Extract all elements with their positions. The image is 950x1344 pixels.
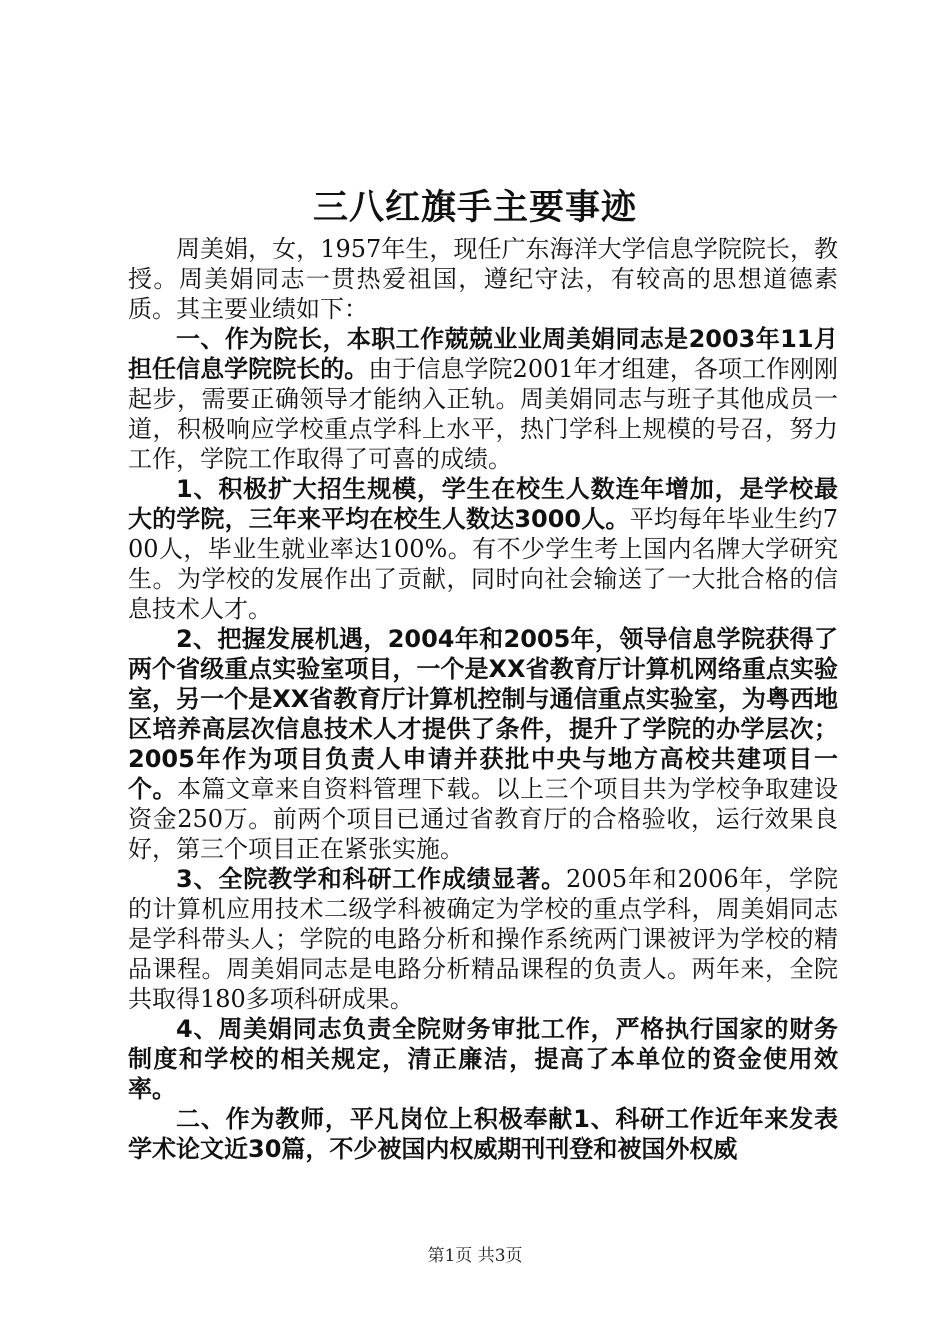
document-title: 三八红旗手主要事迹 <box>312 187 637 228</box>
paragraph-item-4 <box>128 1014 838 1104</box>
paragraph-text: 周美娟，女，1957年生，现任广东海洋大学信息学院院长，教授。周美娟同志一贯热爱祖国，遵纪守法，有较高的思想道德素质。其主要业绩如下： <box>128 235 838 323</box>
paragraph-lead: 4、周美娟同志负责全院财务审批工作，严格执行国家的财务制度和学校的相关规定，清正廉洁，提高了本单位的资金使用效率。 <box>128 1015 838 1103</box>
paragraph-intro <box>128 234 838 324</box>
paragraph-lead: 1、积极扩大招生规模，学生在校生人数连年增加，是学校最大的学院，三年来平均在校生人数达3000人。 <box>128 475 838 533</box>
paragraph-lead: 二、作为教师，平凡岗位上积极奉献1、科研工作近年来发表学术论文近30篇，不少被国内权威期刊刊登和被国外权威 <box>128 1105 838 1163</box>
paragraph-section-1 <box>128 324 838 474</box>
paragraph-text: 平均每年毕业生约700人，毕业生就业率达100%。有不少学生考上国内名牌大学研究生。为学校的发展作出了贡献，同时向社会输送了一大批合格的信息技术人才。 <box>128 505 838 623</box>
paragraph-lead: 3、全院教学和科研工作成绩显著。 <box>176 865 567 893</box>
paragraph-section-2 <box>128 1104 838 1164</box>
paragraph-text: 本篇文章来自资料管理下载。以上三个项目共为学校争取建设资金250万。前两个项目已通过省教育厅的合格验收，运行效果良好，第三个项目正在紧张实施。 <box>128 775 838 863</box>
paragraph-text: 2005年和2006年，学院的计算机应用技术二级学科被确定为学校的重点学科，周美娟同志是学科带头人；学院的电路分析和操作系统两门课被评为学校的精品课程。周美娟同志是电路分析精品课程的负责人。两年来，全院共取得180多项科研成果。 <box>128 865 838 1013</box>
document-body <box>128 234 838 1164</box>
paragraph-item-2 <box>128 624 838 864</box>
paragraph-lead: 2、把握发展机遇，2004年和2005年，领导信息学院获得了两个省级重点实验室项目，一个是XX省教育厅计算机网络重点实验室，另一个是XX省教育厅计算机控制与通信重点实验室，为粤西地区培养高层次信息技术人才提供了条件，提升了学院的办学层次；2005年作为项目负责人申请并获批中央与地方高校共建项目一个。 <box>128 625 838 803</box>
paragraph-lead: 一、作为院长，本职工作兢兢业业周美娟同志是2003年11月担任信息学院院长的。 <box>128 325 838 383</box>
paragraph-item-1 <box>128 474 838 624</box>
page-number-footer: 第1页 共3页 <box>427 1246 523 1266</box>
paragraph-item-3 <box>128 864 838 1014</box>
paragraph-text: 由于信息学院2001年才组建，各项工作刚刚起步，需要正确领导才能纳入正轨。周美娟同志与班子其他成员一道，积极响应学校重点学科上水平，热门学科上规模的号召，努力工作，学院工作取得了可喜的成绩。 <box>128 355 839 473</box>
